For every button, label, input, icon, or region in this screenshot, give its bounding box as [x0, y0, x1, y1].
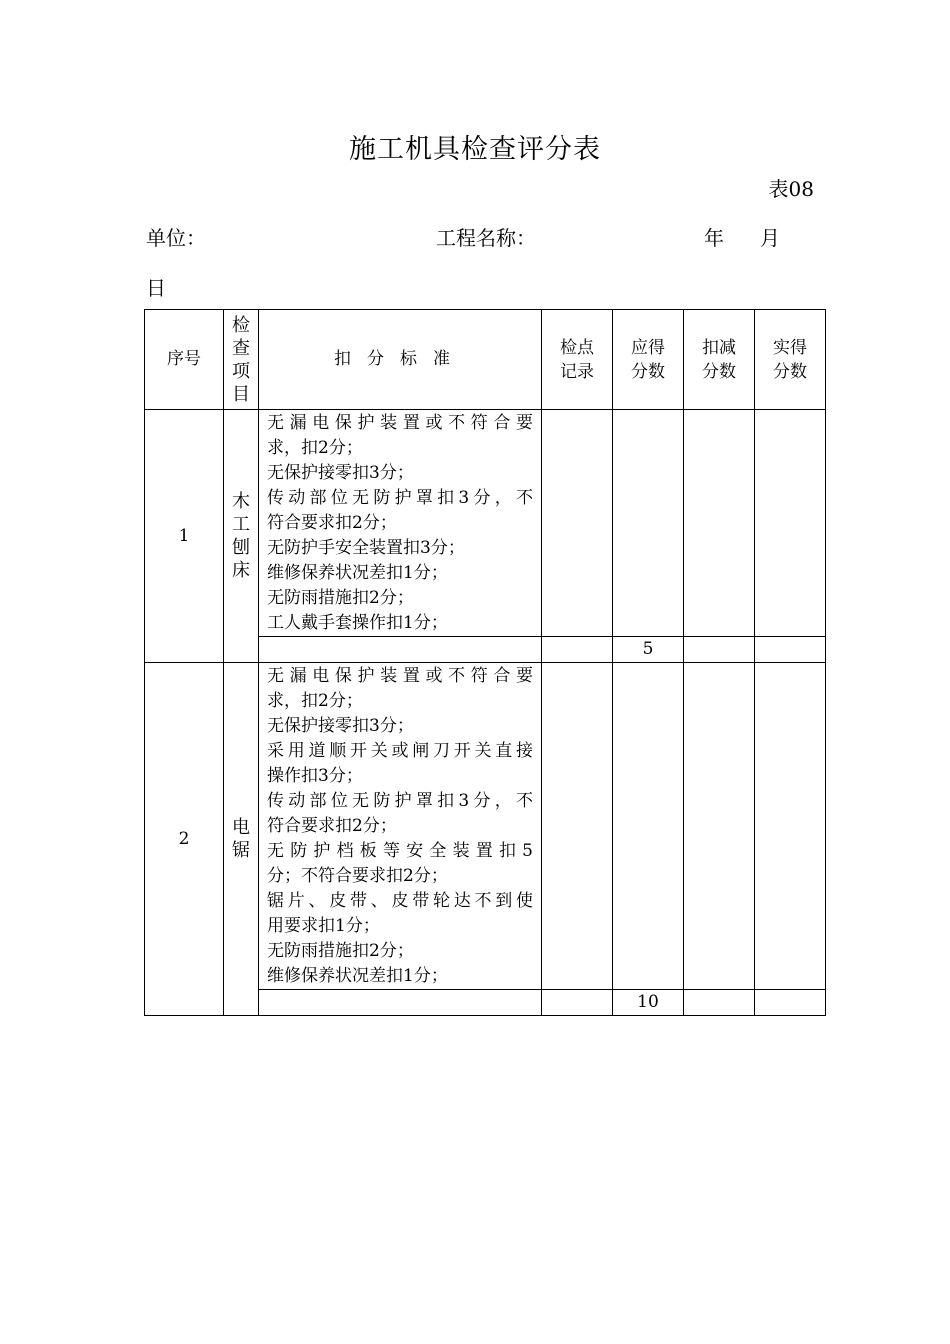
form-title: 施工机具检查评分表 — [349, 134, 601, 165]
day-label: 日 — [146, 276, 166, 300]
subtotal-criteria — [259, 990, 542, 1016]
subtotal-check-record[interactable] — [542, 990, 613, 1016]
row-seq: 2 — [145, 663, 224, 1016]
row-actual-score[interactable] — [755, 410, 826, 637]
row-due-score-cell — [613, 663, 684, 990]
row-item: 电锯 — [224, 663, 259, 1016]
score-table — [144, 309, 826, 1016]
unit-label: 单位： — [146, 226, 206, 250]
row-deduct-score[interactable] — [684, 663, 755, 990]
header-actual-score: 实得 分数 — [755, 310, 826, 410]
row-item: 木工刨床 — [224, 410, 259, 663]
table-number: 表08 — [768, 177, 814, 201]
subtotal-actual[interactable] — [755, 637, 826, 663]
header-seq: 序号 — [145, 310, 224, 410]
row-check-record[interactable] — [542, 410, 613, 637]
subtotal-criteria — [259, 637, 542, 663]
subtotal-actual[interactable] — [755, 990, 826, 1016]
month-label: 月 — [760, 226, 780, 250]
subtotal-deduct[interactable] — [684, 990, 755, 1016]
project-name-label: 工程名称： — [436, 226, 536, 250]
row-actual-score[interactable] — [755, 663, 826, 990]
header-deduct-score: 扣减 分数 — [684, 310, 755, 410]
header-row — [145, 310, 826, 410]
row-deduct-score[interactable] — [684, 410, 755, 637]
row-check-record[interactable] — [542, 663, 613, 990]
row-due-score-cell — [613, 410, 684, 637]
header-check-record: 检点 记录 — [542, 310, 613, 410]
due-score-value: 10 — [613, 990, 684, 1016]
subtotal-deduct[interactable] — [684, 637, 755, 663]
year-label: 年 — [704, 226, 724, 250]
subtotal-check-record[interactable] — [542, 637, 613, 663]
row-criteria: 无漏电保护装置或不符合要 求，扣2分； 无保护接零扣3分； 采用道顺开关或闸刀开关直接 操作扣3分； 传动部位无防护罩扣3分，不 符合要求扣2分； 无防护档板等安全装置扣5 分；不符合要求扣2分； 锯片、皮带、皮带轮达不到使 用要求扣1分； 无防雨措施扣2分； 维修保养状况差扣1分； — [259, 663, 542, 990]
header-due-score: 应得 分数 — [613, 310, 684, 410]
table-row — [145, 410, 826, 637]
row-criteria: 无漏电保护装置或不符合要 求，扣2分； 无保护接零扣3分； 传动部位无防护罩扣3分，不 符合要求扣2分； 无防护手安全装置扣3分； 维修保养状况差扣1分； 无防雨措施扣2分； 工人戴手套操作扣1分； — [259, 410, 542, 637]
header-item: 检查项目 — [224, 310, 259, 410]
table-row — [145, 663, 826, 990]
due-score-value: 5 — [613, 637, 684, 663]
row-seq: 1 — [145, 410, 224, 663]
header-standard: 扣分标准 — [259, 310, 542, 410]
